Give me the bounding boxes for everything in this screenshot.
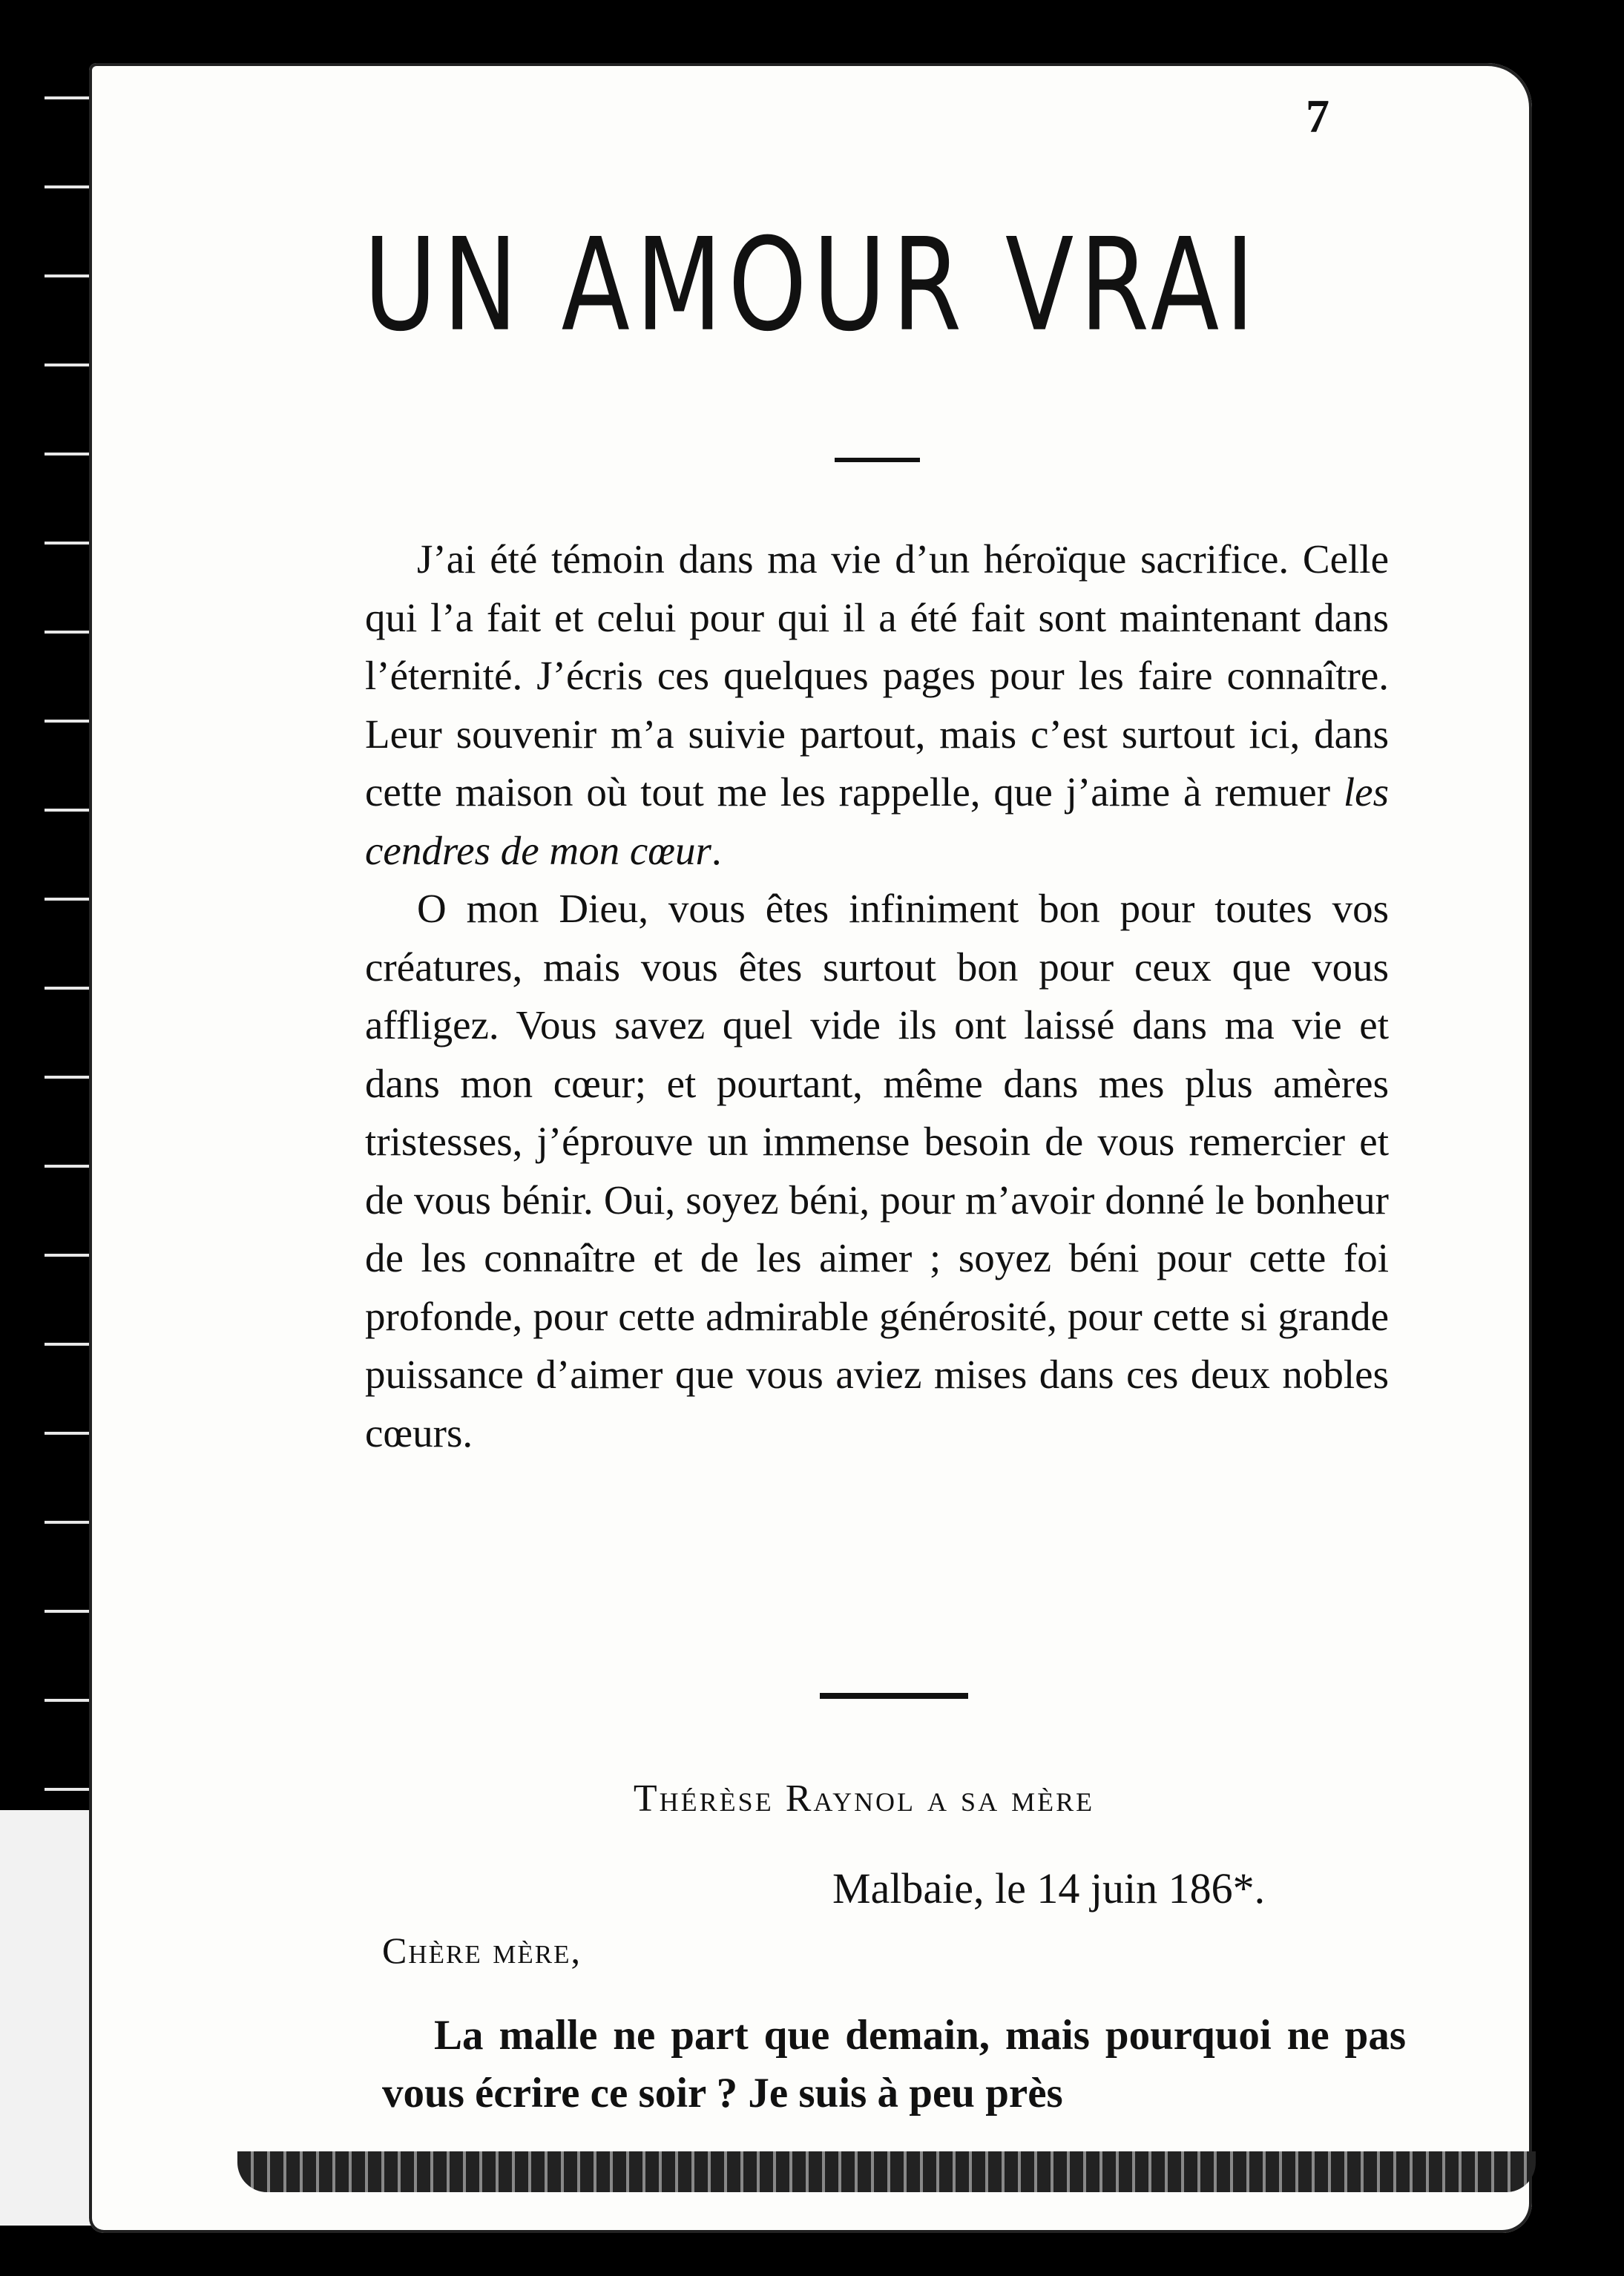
letter-dateline: Malbaie, le 14 juin 186*. — [832, 1864, 1266, 1912]
letter-salutation: Chère mère, — [382, 1930, 582, 1971]
letter-heading: Thérèse Raynol a sa mère — [633, 1777, 1095, 1820]
intro-paragraph-1-start: J’ai été témoin dans ma vie d’un héroïque sacrifice. Celle qui l’a fait et celui pour qui il a été fait sont maintenant dans l’éternité. J’écris ces quelques pages pour les faire connaître. Leur souvenir m’a suivie partout, mais c’est surtout ici, dans cette maison où tout me les rappelle, que j’aime à remuer — [365, 536, 1389, 815]
scan-bottom-edge — [237, 2151, 1536, 2192]
intro-text — [365, 530, 1389, 1462]
page-number: 7 — [1306, 90, 1329, 142]
section-rule — [820, 1693, 968, 1699]
intro-paragraph-1-end: . — [711, 827, 722, 873]
intro-paragraph-1 — [365, 530, 1389, 880]
intro-paragraph-1-italic: les cendres de mon cœur — [365, 769, 1389, 873]
letter-body — [382, 2007, 1406, 2122]
letter-paragraph: La malle ne part que demain, mais pourquoi ne pas vous écrire ce soir ? Je suis à peu près — [382, 2012, 1406, 2117]
chapter-title: UN AMOUR VRAI — [364, 211, 1260, 361]
title-rule — [835, 458, 920, 462]
intro-paragraph-2: O mon Dieu, vous êtes infiniment bon pour toutes vos créatures, mais vous êtes surtout bon pour ceux que vous affligez. Vous savez quel vide ils ont laissé dans ma vie et dans mon cœur; et pourtant, même dans mes plus amères tristesses, j’éprouve un immense besoin de vous remercier et de vous bénir. Oui, soyez béni, pour m’avoir donné le bonheur de les connaître et de les aimer ; soyez béni pour cette foi profonde, pour cette admirable générosité, pour cette si grande puissance d’aimer que vous aviez mises dans ces deux nobles cœurs. — [365, 886, 1389, 1456]
